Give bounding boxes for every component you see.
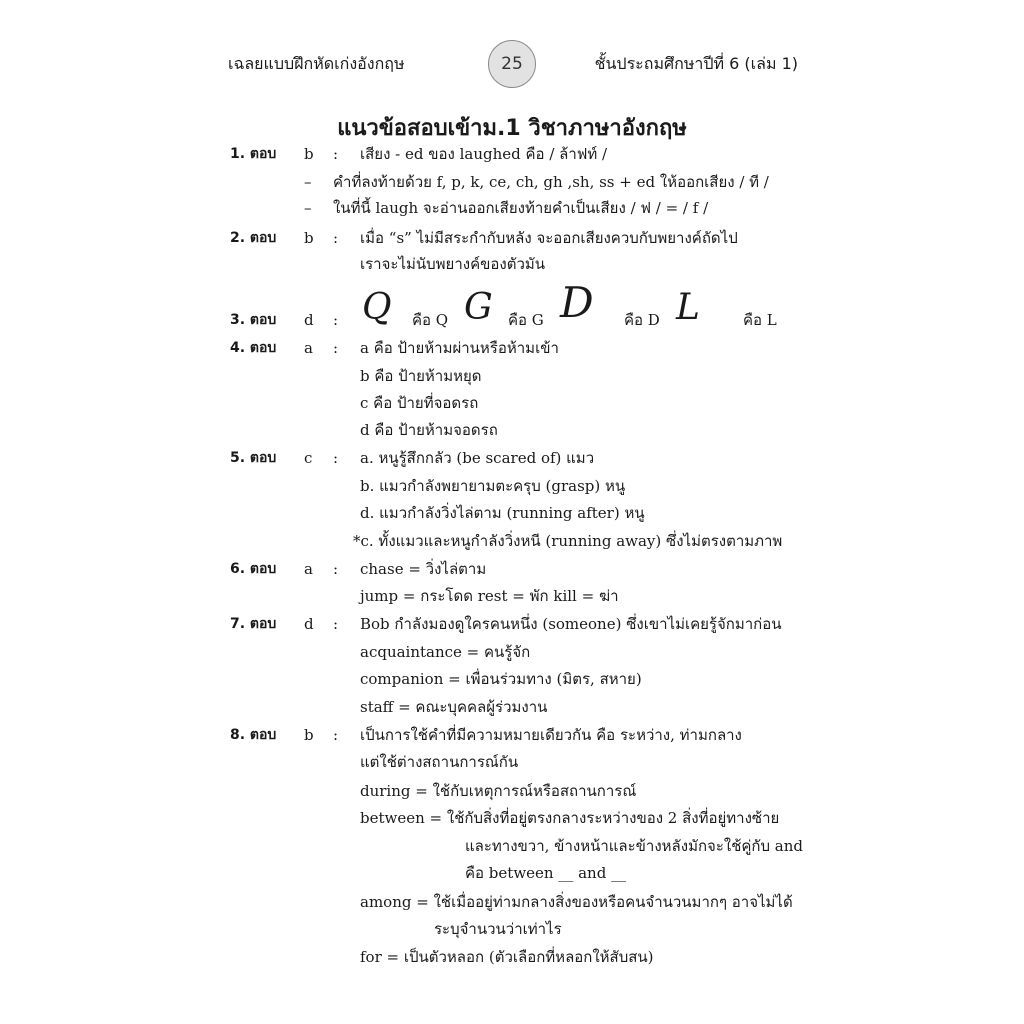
answer-6-choice: a [304, 560, 313, 578]
answer-1-line: ในที่นี้ laugh จะอ่านออกเสียงท้ายคำเป็นเสียง / ฟ / = / f / [333, 199, 709, 217]
answer-5-choice: c [304, 449, 313, 467]
answer-2-line: เราจะไม่นับพยางค์ของตัวมัน [360, 255, 546, 273]
answer-6-colon: : [333, 560, 339, 578]
answer-4-colon: : [333, 339, 339, 357]
answer-1-dash: – [304, 199, 312, 217]
page-number-badge: 25 [488, 40, 536, 88]
answer-1-choice: b [304, 145, 314, 163]
script-letter-l: L [676, 287, 700, 328]
answer-8-number: 8. ตอบ [230, 727, 277, 743]
answer-4-line: d คือ ป้ายห้ามจอดรถ [360, 421, 498, 439]
answer-2-choice: b [304, 229, 314, 247]
answer-7-line: Bob กำลังมองดูใครคนหนึ่ง (someone) ซึ่งเขาไม่เคยรู้จักมาก่อน [360, 615, 782, 633]
page-title: แนวข้อสอบเข้าม.1 วิชาภาษาอังกฤษ [337, 116, 687, 141]
script-label-d: คือ D [624, 311, 660, 329]
script-label-q: คือ Q [412, 311, 449, 329]
answer-8-line: among = ใช้เมื่ออยู่ท่ามกลางสิ่งของหรือคนจำนวนมากๆ อาจไม่ได้ [360, 893, 793, 911]
answer-6-line: jump = กระโดด rest = พัก kill = ฆ่า [360, 587, 619, 605]
answer-1-dash: – [304, 173, 312, 191]
header-book-title: เฉลยแบบฝึกหัดเก่งอังกฤษ [228, 54, 405, 73]
answer-4-choice: a [304, 339, 313, 357]
answer-8-choice: b [304, 726, 314, 744]
answer-5-number: 5. ตอบ [230, 450, 277, 466]
answer-6-number: 6. ตอบ [230, 561, 277, 577]
answer-7-line: staff = คณะบุคคลผู้ร่วมงาน [360, 698, 548, 716]
answer-4-line: c คือ ป้ายที่จอดรถ [360, 394, 479, 412]
answer-1-line: เสียง - ed ของ laughed คือ / ล้าฟท์ / [360, 145, 608, 163]
script-label-l: คือ L [743, 311, 777, 329]
header-grade-level: ชั้นประถมศึกษาปีที่ 6 (เล่ม 1) [594, 54, 798, 73]
answer-2-number: 2. ตอบ [230, 230, 277, 246]
answer-8-line: เป็นการใช้คำที่มีความหมายเดียวกัน คือ ระหว่าง, ท่ามกลาง [360, 726, 742, 744]
script-letter-g: G [464, 287, 493, 328]
answer-7-colon: : [333, 615, 339, 633]
answer-4-line: a คือ ป้ายห้ามผ่านหรือห้ามเข้า [360, 339, 559, 357]
answer-3-colon: : [333, 311, 339, 329]
answer-4-number: 4. ตอบ [230, 340, 277, 356]
answer-8-line: for = เป็นตัวหลอก (ตัวเลือกที่หลอกให้สับสน) [360, 948, 654, 966]
answer-1-colon: : [333, 145, 339, 163]
answer-8-line: between = ใช้กับสิ่งที่อยู่ตรงกลางระหว่างของ 2 สิ่งที่อยู่ทางซ้าย [360, 809, 780, 827]
answer-4-line: b คือ ป้ายห้ามหยุด [360, 367, 482, 385]
answer-7-line: acquaintance = คนรู้จัก [360, 643, 531, 661]
answer-3-choice: d [304, 311, 314, 329]
answer-2-line: เมื่อ “s” ไม่มีสระกำกับหลัง จะออกเสียงควบกับพยางค์ถัดไป [360, 229, 738, 247]
answer-8-line: และทางขวา, ข้างหน้าและข้างหลังมักจะใช้คู่กับ and [465, 837, 804, 855]
answer-1-number: 1. ตอบ [230, 146, 277, 162]
script-letter-d: D [560, 278, 594, 327]
answer-1-line: คำที่ลงท้ายด้วย f, p, k, ce, ch, gh ,sh, ss + ed ให้ออกเสียง / ที / [333, 173, 769, 191]
answer-5-colon: : [333, 449, 339, 467]
answer-7-line: companion = เพื่อนร่วมทาง (มิตร, สหาย) [360, 670, 642, 688]
answer-8-line: คือ between __ and __ [465, 864, 627, 882]
answer-8-line: during = ใช้กับเหตุการณ์หรือสถานการณ์ [360, 782, 637, 800]
answer-8-line: แต่ใช้ต่างสถานการณ์กัน [360, 753, 519, 771]
answer-6-line: chase = วิ่งไล่ตาม [360, 560, 487, 578]
answer-2-colon: : [333, 229, 339, 247]
answer-3-number: 3. ตอบ [230, 312, 277, 328]
answer-5-line: d. แมวกำลังวิ่งไล่ตาม (running after) หนู [360, 504, 645, 522]
script-label-g: คือ G [508, 311, 544, 329]
answer-8-line: ระบุจำนวนว่าเท่าไร [434, 920, 562, 938]
answer-5-line: b. แมวกำลังพยายามตะครุบ (grasp) หนู [360, 477, 626, 495]
script-letter-q: Q [362, 287, 392, 328]
answer-8-colon: : [333, 726, 339, 744]
answer-7-choice: d [304, 615, 314, 633]
answer-7-number: 7. ตอบ [230, 616, 277, 632]
answer-5-line: a. หนูรู้สึกกลัว (be scared of) แมว [360, 449, 595, 467]
answer-5-line: *c. ทั้งแมวและหนูกำลังวิ่งหนี (running away) ซึ่งไม่ตรงตามภาพ [353, 532, 783, 550]
